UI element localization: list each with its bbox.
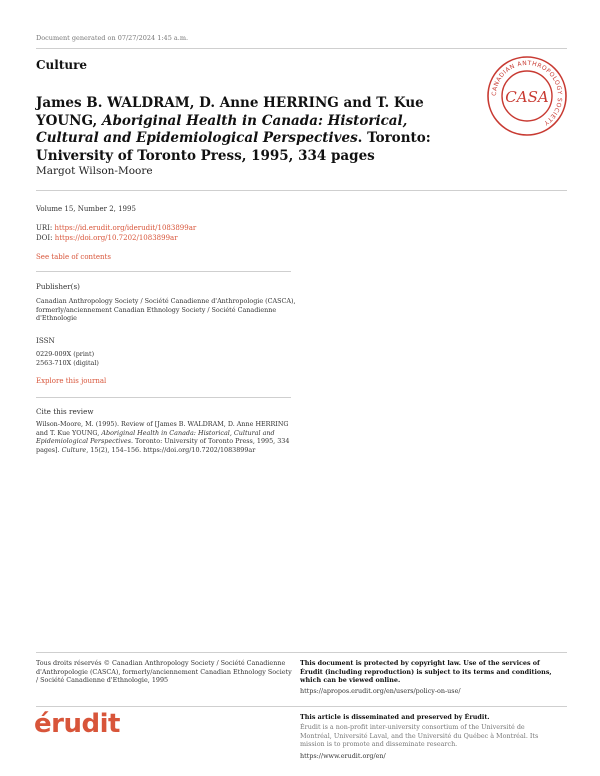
- erudit-link[interactable]: https://www.erudit.org/en/: [300, 752, 386, 760]
- section-divider: [36, 397, 291, 398]
- volume-info: Volume 15, Number 2, 1995: [36, 205, 136, 213]
- section-divider: [36, 271, 291, 272]
- issn-label: ISSN: [36, 336, 55, 345]
- uri-line: URI: https://id.erudit.org/iderudit/1083899ar: [36, 224, 197, 232]
- seal-center-text: CASA: [505, 88, 549, 106]
- casa-seal-logo: [486, 55, 568, 137]
- doi-line: DOI: https://doi.org/10.7202/1083899ar: [36, 234, 178, 242]
- table-of-contents-link[interactable]: See table of contents: [36, 253, 111, 261]
- author-divider: [36, 190, 567, 191]
- issn-digital: 2563-710X (digital): [36, 359, 99, 367]
- issn-print: 0229-009X (print): [36, 350, 95, 358]
- author-name: Margot Wilson-Moore: [36, 165, 153, 177]
- top-divider: [36, 48, 567, 49]
- policy-link[interactable]: https://apropos.erudit.org/en/users/policy-on-use/: [300, 687, 461, 695]
- disseminated-note: This article is disseminated and preserved by Érudit.: [300, 713, 490, 721]
- consortium-note: Érudit is a non-profit inter-university consortium of the Université de Montréal, Université Laval, and the Université du Québec à Montréal. Its mission is to promote and disseminate research.: [300, 723, 539, 749]
- publisher-info: Canadian Anthropology Society / Société Canadienne d'Anthropologie (CASCA), formerly/anciennement Canadian Ethnology Society / Société Canadienne d'Ethnologie: [36, 297, 296, 323]
- article-title: James B. WALDRAM, D. Anne HERRING and T. Kue YOUNG, Aboriginal Health in Canada: Historical, Cultural and Epidemiological Perspectives. Toronto: University of Toronto Press, 1995, 334 pages: [36, 95, 431, 164]
- seal-ring-text: CANADIAN ANTHROPOLOGY SOCIETY: [490, 59, 564, 127]
- generated-date: Document generated on 07/27/2024 1:45 a.m.: [36, 34, 189, 42]
- rights-statement: Tous droits réservés © Canadian Anthropology Society / Société Canadienne d'Anthropologie (CASCA), formerly/anciennement Canadian Ethnology Society / Société Canadienne d'Ethnologie, 1995: [36, 659, 292, 685]
- uri-link[interactable]: https://id.erudit.org/iderudit/1083899ar: [54, 224, 197, 232]
- publisher-label: Publisher(s): [36, 282, 80, 291]
- explore-journal-link[interactable]: Explore this journal: [36, 377, 107, 385]
- citation-text: Wilson-Moore, M. (1995). Review of [James B. WALDRAM, D. Anne HERRING and T. Kue YOUNG, Aboriginal Health in Canada: Historical, Cultural and Epidemiological Perspectives. Toronto: University of Toronto Press, 1995, 334 pages]. Culture, 15(2), 154–156. https://doi.org/10.7202/1083899ar: [36, 420, 290, 455]
- doi-link[interactable]: https://doi.org/10.7202/1083899ar: [54, 234, 178, 242]
- journal-name: Culture: [36, 58, 88, 72]
- copyright-note: This document is protected by copyright law. Use of the services of Érudit (including reproduction) is subject to its terms and conditions, which can be viewed online.: [300, 659, 552, 685]
- footer-divider-2: [36, 706, 567, 707]
- footer-divider: [36, 652, 567, 653]
- cite-label: Cite this review: [36, 407, 94, 416]
- erudit-logo: érudit: [34, 709, 120, 739]
